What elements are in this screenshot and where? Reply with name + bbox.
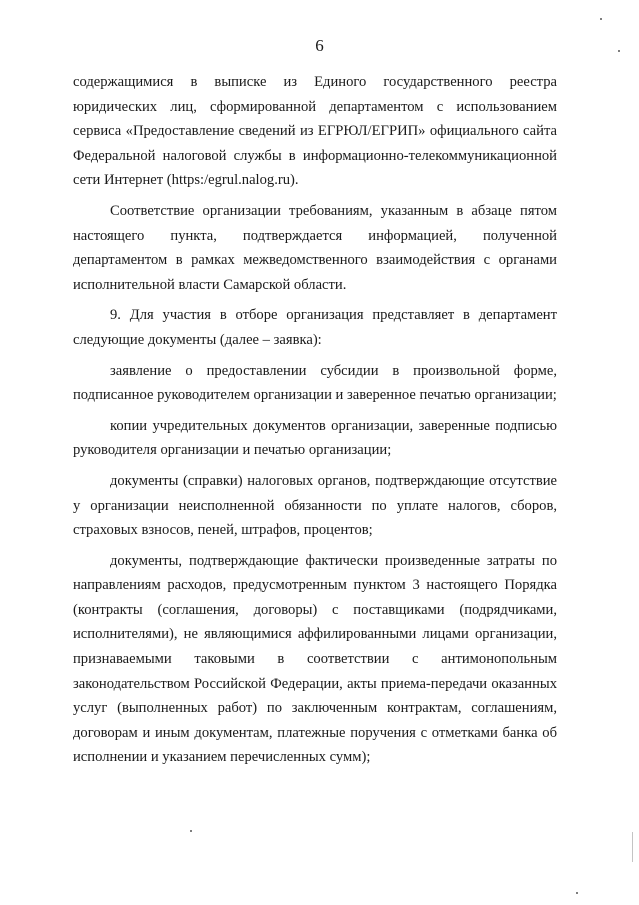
scan-speck (600, 18, 602, 20)
scan-speck (576, 892, 578, 894)
paragraph-application: заявление о предоставлении субсидии в произвольной форме, подписанное руководителем организации и заверенное печатью организации; (73, 362, 557, 404)
paragraph-item-9: 9. Для участия в отборе организация представляет в департамент следующие документы (далее – заявка): (73, 307, 557, 348)
document-body (73, 70, 557, 770)
paragraph-compliance: Соответствие организации требованиям, указанным в абзаце пятом настоящего пункта, подтверждается информацией, полученной департаментом в рамках межведомственного взаимодействия с органами исполнительной власти Самарской области. (73, 202, 557, 293)
paragraph-continuation: содержащимися в выписке из Единого государственного реестра юридических лиц, сформированной департаментом с использованием сервиса «Предоставление сведений из ЕГРЮЛ/ЕГРИП» официального сайта Федеральной налоговой службы в информационно-телекоммуникационной сети Интернет (https:/egrul.nalog.ru). (73, 74, 557, 189)
page-number: 6 (315, 36, 324, 55)
scan-speck (190, 830, 192, 832)
paragraph-expense-docs: документы, подтверждающие фактически произведенные затраты по направлениям расходов, предусмотренным пунктом 3 настоящего Порядка (контракты (соглашения, договоры) с поставщиками (подрядчиками, исполнителями), не являющимися аффилированными лицами организации, признаваемыми таковыми в соответствии с антимонопольным законодательством Российской Федерации, акты приема-передачи оказанных услуг (выполненных работ) по заключенным контрактам, соглашениям, договорам и иным документам, платежные поручения с отметками банка об исполнении и указанием перечисленных сумм); (73, 552, 557, 766)
scan-speck (632, 832, 633, 862)
paragraph-tax-certificates: документы (справки) налоговых органов, подтверждающие отсутствие у организации неисполненной обязанности по уплате налогов, сборов, страховых взносов, пеней, штрафов, процентов; (73, 472, 557, 539)
paragraph-founding-docs: копии учредительных документов организации, заверенные подписью руководителя организации и печатью организации; (73, 417, 557, 459)
scan-speck (618, 50, 620, 52)
